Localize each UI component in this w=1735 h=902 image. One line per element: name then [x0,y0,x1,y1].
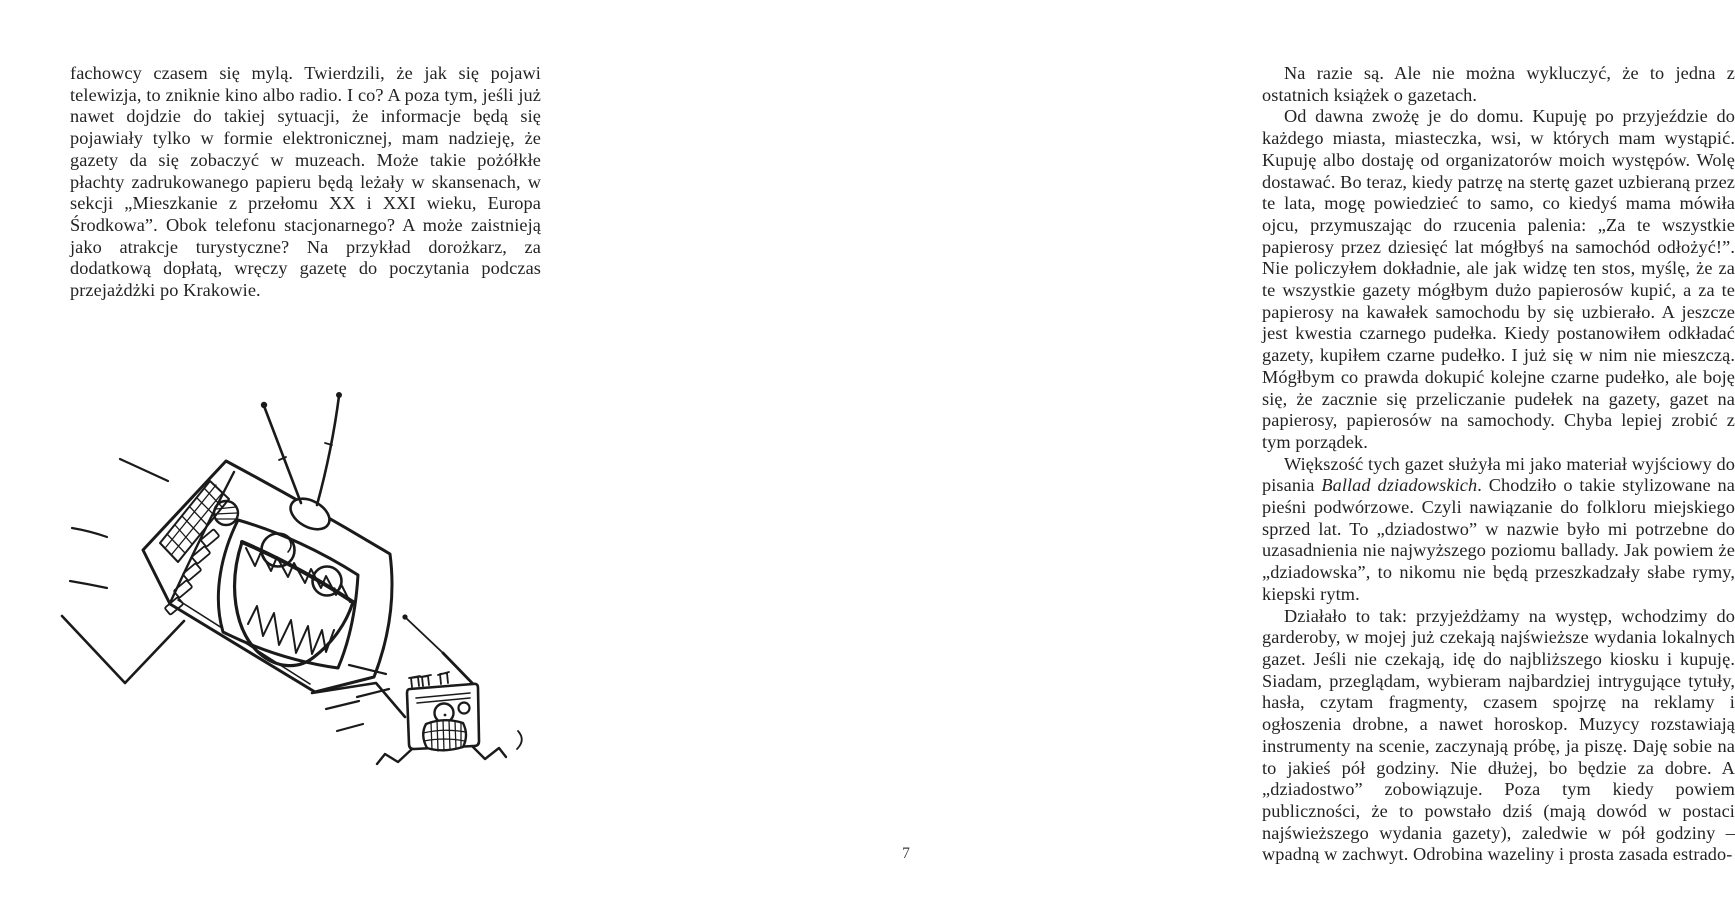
right-page-text [1262,63,1735,866]
paragraph: Na razie są. Ale nie można wykluczyć, że to jedna z ostatnich książek o gazetach. [1262,63,1735,105]
tv-antenna-left-tip [261,402,267,408]
tv-monster-chasing-radio-illustration [60,380,540,800]
speed-line [326,701,359,709]
speed-line [120,459,168,481]
page-right [600,0,1735,902]
radio-antenna-tip [402,614,407,619]
tv-antenna-right [317,396,339,505]
left-page-text [70,63,541,302]
paragraph: Większość tych gazet służyła mi jako materiał wyjściowy do pisania Ballad dziadowskich. Chodziło o takie stylizowane na pieśni podwórzowe. Czyli nawiązanie do folkloru miejskiego sprzed lat. To „dziadostwo” w nazwie było mi potrzebne do uzasadnienia nie najwyższego poziomu ballady. Jak powiem że „dziadowska”, to nikomu nie będą przeszkadzały słabe rymy, kiepski rytm. [1262,453,1735,604]
radio-knob [438,672,449,684]
paragraph: Działało to tak: przyjeżdżamy na występ, wchodzimy do garderoby, w mojej już czekają najświeższe wydania lokalnych gazet. Jeśli nie czekają, idę do najbliższego kiosku i kupuję. Siadam, przeglądam, wybieram najbardziej intrygujące tytuły, hasła, czytam fragmenty, czasem spojrzę na reklamy i ogłoszenia drobne, a nawet horoskop. Muzycy rozstawiają instrumenty na scenie, zaczynają próbę, ja piszę. Daję sobie na to jakieś pół godziny. Nie dłużej, bo będzie za dobre. A „dziadostwo” zobowiązuje. Poza tym kiedy powiem publiczności, że to powstało dziś (mają dowód w postaci najświeższego wydania gazety), zaledwie w pół godziny – wpadną w zachwyt. Odrobina wazeliny i prosta zasada estrado- [1262,605,1735,865]
paragraph: Od dawna zwożę je do domu. Kupuję po przyjeździe do każdego miasta, miasteczka, wsi, w których mam wystąpić. Kupuję albo dostaję od organizatorów moich występów. Wolę dostawać. Bo teraz, kiedy patrzę na stertę gazet uzbieraną przez te lata, mogę powiedzieć to samo, co kiedyś mama mówiła ojcu, przymuszając do rzucenia palenia: „Za te wszystkie papierosy przez dziesięć lat mógłbyś na samochód odłożyć!”. Nie policzyłem dokładnie, ale jak widzę ten stos, myślę, że za te wszystkie gazety mógłbym dużo papierosów kupić, a za te papierosy na kawałek samochodu by się uzbierało. A jeszcze jest kwestia czarnego pudełka. Kiedy postanowiłem odkładać gazety, kupiłem czarne pudełko. I już się w nim nie mieszczą. Mógłbym co prawda dokupić kolejne czarne pudełko, ale boję się, że zacznie się przeliczanie pudełek na gazety, gazet na papierosy, papierosów na samochody. Chyba lepiej zrobić z tym porządek. [1262,106,1735,452]
tv-legs [62,616,184,683]
speed-line [337,724,363,731]
radio-knob [409,676,420,687]
paragraph: fachowcy czasem się mylą. Twierdzili, że jak się pojawi telewizja, to zniknie kino albo radio. I co? A poza tym, jeśli już nawet dojdzie do takiej sytuacji, że informacje będą się pojawiały tylko w formie elektronicznej, mam nadzieję, że gazety da się zobaczyć w muzeach. Może takie pożółkłe płachty zadrukowanego papieru będą leżały w skansenach, w sekcji „Mieszkanie z przełomu XX i XXI wieku, Europa Środkowa”. Obok telefonu stacjonarnego? A może zaistnieją jako atrakcje turystyczne? Na przykład dorożkarz, za dodatkową dopłatą, wręczy gazetę do poczytania podczas przejażdżki po Krakowie. [70,63,541,301]
speed-line [72,528,107,537]
page-left [0,0,600,902]
radio-knob [420,675,431,686]
radio-left-eye-dot [444,714,447,717]
radio-mouth [423,720,466,750]
radio-leg-flick [517,731,522,749]
radio-antenna [406,618,443,653]
radio-legs [377,749,412,764]
tv-antenna-right-tip [336,392,342,398]
page-number: 7 [902,845,910,862]
radio-legs [472,746,506,759]
speed-line [70,581,107,588]
